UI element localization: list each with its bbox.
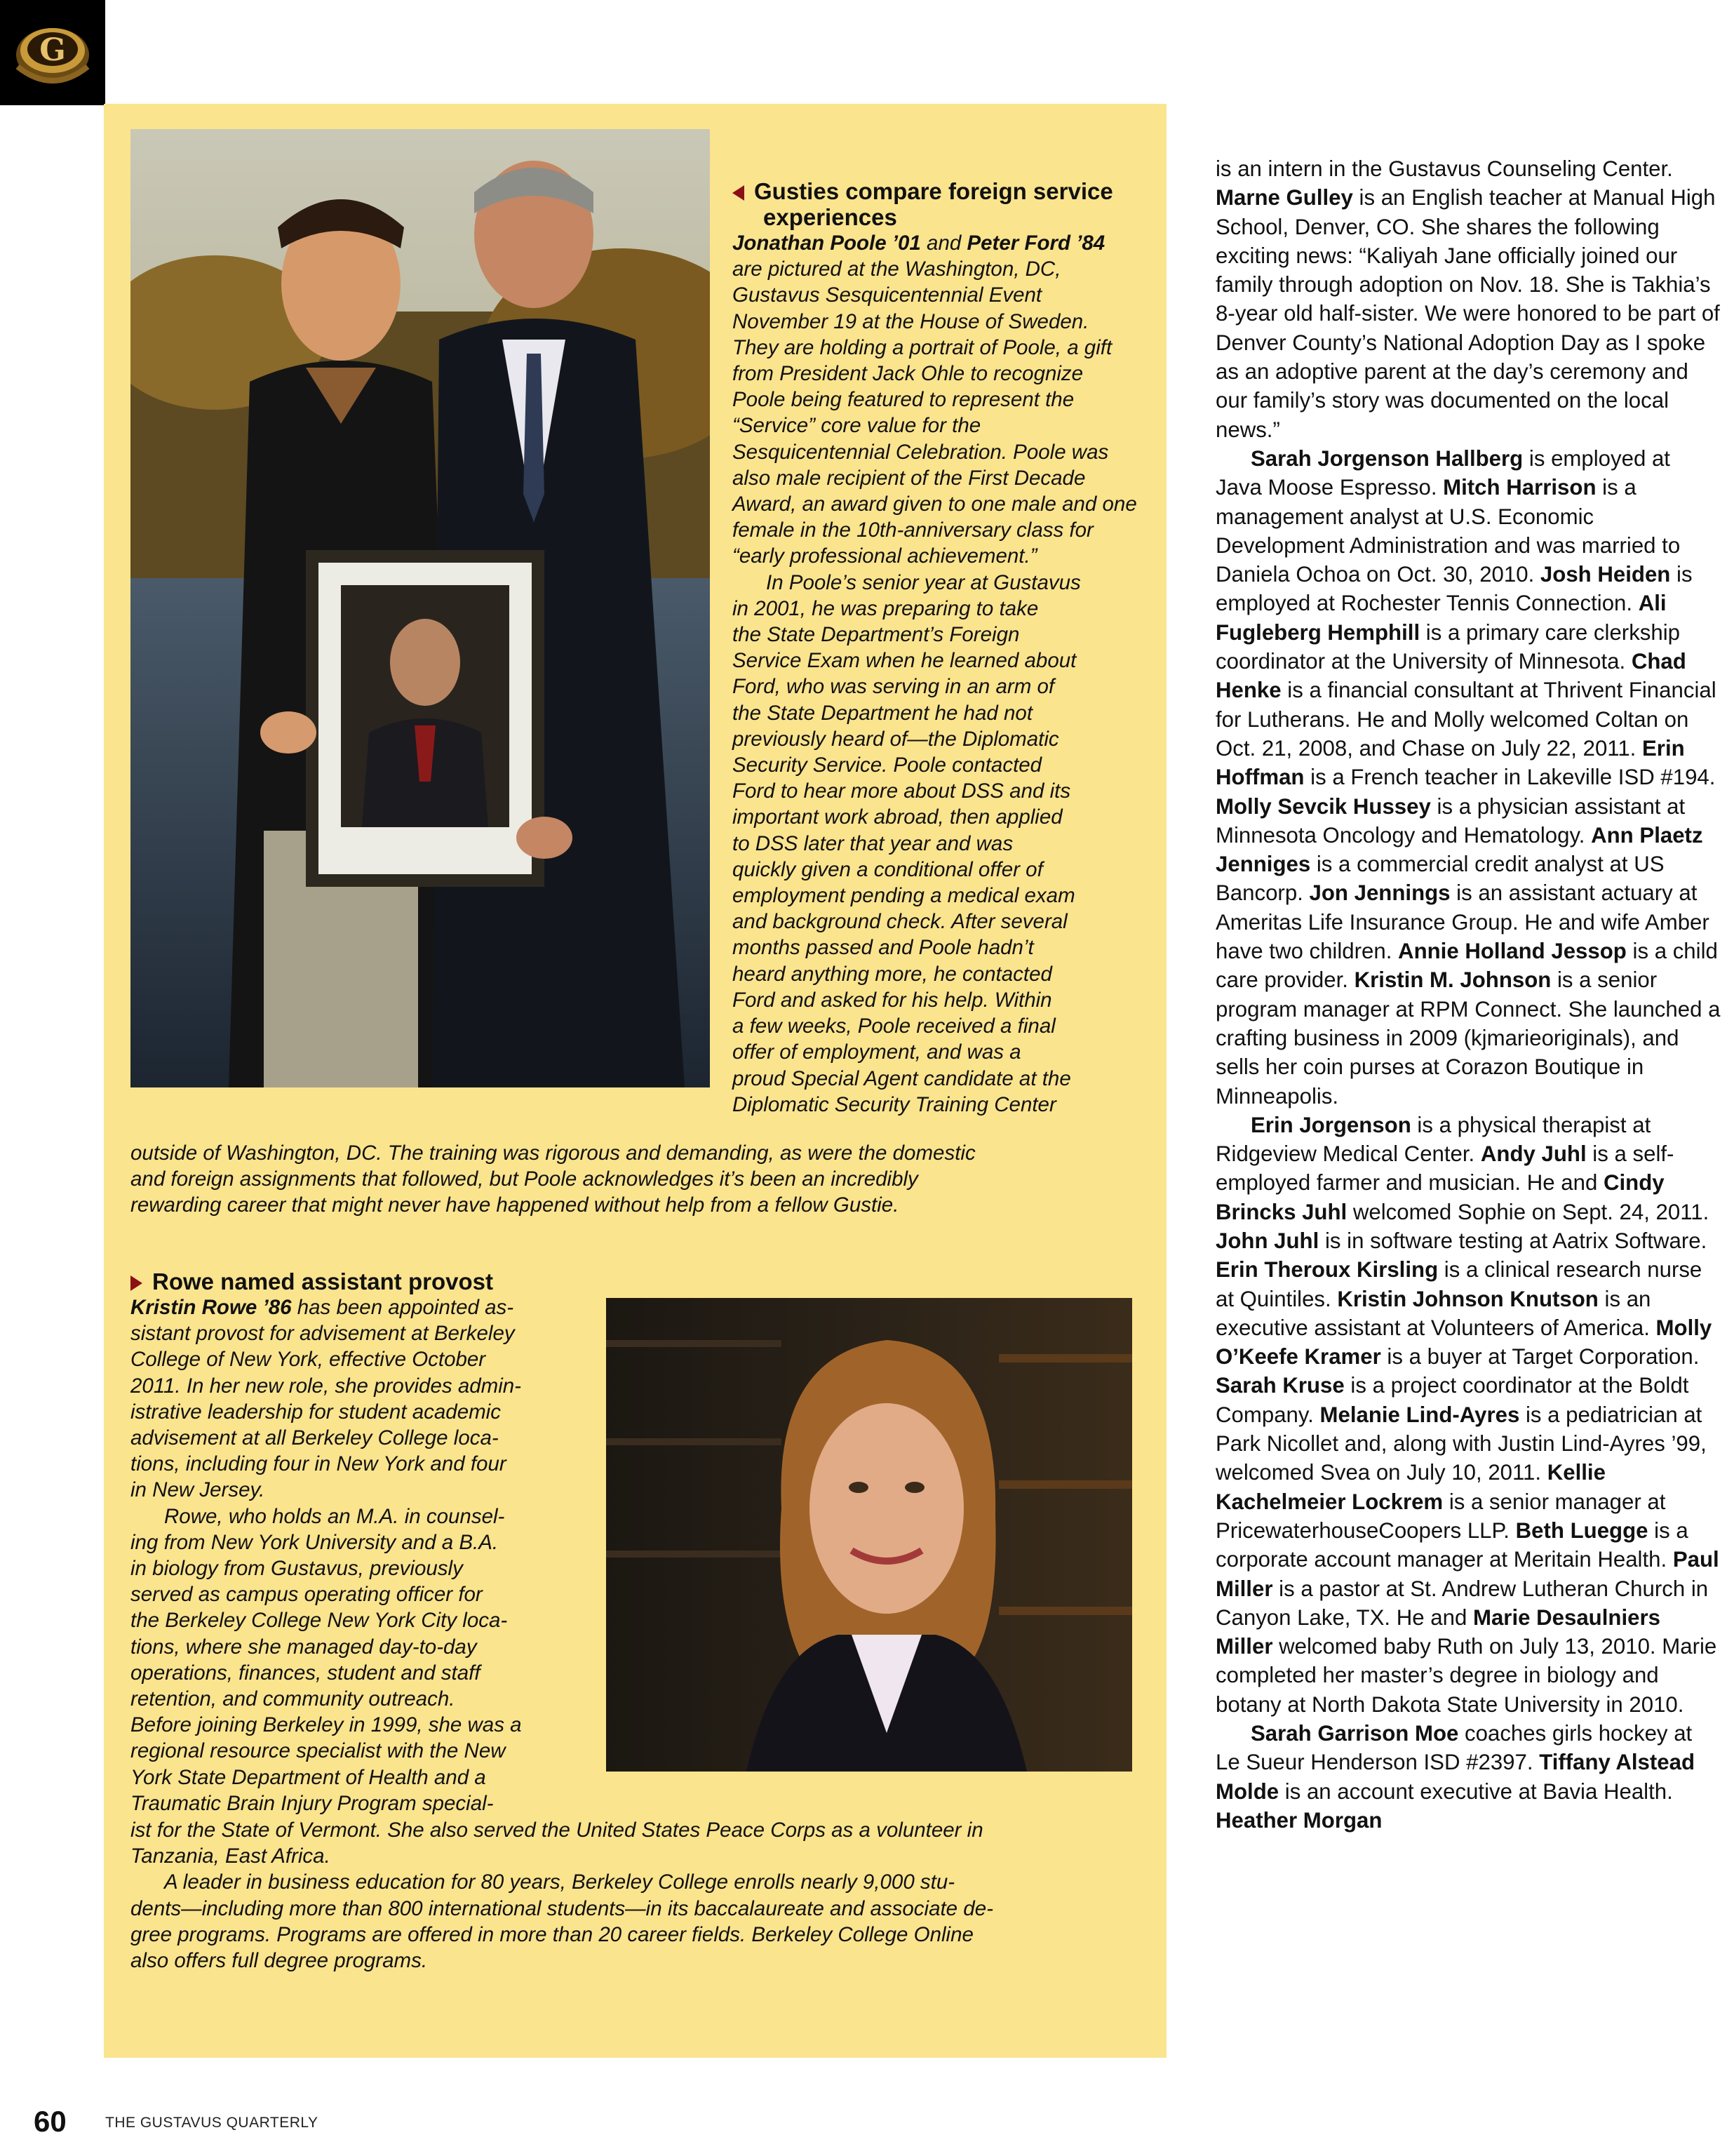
story1-para2-line: in 2001, he was preparing to take bbox=[732, 596, 1039, 620]
alumni-name: Kellie Kachelmeier Lockrem bbox=[1216, 1460, 1606, 1514]
story2-para2-line: regional resource specialist with the New bbox=[130, 1739, 506, 1763]
note-text: is a corporate account manager at Meritain Health. bbox=[1216, 1518, 1688, 1572]
triangle-left-icon bbox=[732, 185, 744, 201]
alumni-name: Annie Holland Jessop bbox=[1398, 939, 1627, 964]
story1-headline bbox=[732, 178, 1139, 230]
story1-wide-line: rewarding career that might never have happened without help from a fellow Gustie. bbox=[130, 1193, 899, 1217]
story1-para2-line: Ford, who was serving in an arm of bbox=[732, 675, 1055, 699]
story2-para3-line: also offers full degree programs. bbox=[130, 1949, 428, 1973]
alumni-name: Tiffany Alstead Molde bbox=[1216, 1750, 1695, 1804]
story2-para3 bbox=[130, 1869, 1155, 1974]
story1-para2-line: Ford and asked for his help. Within bbox=[732, 988, 1052, 1012]
story1-caption bbox=[732, 178, 1139, 1118]
story2-lead-line: advisement at all Berkeley College loca- bbox=[130, 1426, 499, 1450]
story2-subject: Kristin Rowe ’86 bbox=[130, 1296, 292, 1319]
story2-para2-line: retention, and community outreach. bbox=[130, 1687, 455, 1711]
story2-wide-line: ist for the State of Vermont. She also served the United States Peace Corps as a volunteer in bbox=[130, 1819, 983, 1842]
story1-para2-line: previously heard of—the Diplomatic bbox=[732, 727, 1059, 751]
story2-para2-line: ing from New York University and a B.A. bbox=[130, 1530, 499, 1554]
note-text: is an executive assistant at Volunteers of America. bbox=[1216, 1286, 1656, 1340]
alumni-name: Erin Theroux Kirsling bbox=[1216, 1257, 1439, 1283]
note-text: welcomed baby Ruth on July 13, 2010. Marie completed her master’s degree in biology and botany at North Dakota State University in 2010. bbox=[1216, 1634, 1717, 1717]
poole-ford-photo bbox=[130, 129, 710, 1087]
alumni-name: Sarah Jorgenson Hallberg bbox=[1251, 446, 1524, 471]
alumni-name: Cindy Brincks Juhl bbox=[1216, 1170, 1665, 1224]
story2-lead-line: 2011. In her new role, she provides admin- bbox=[130, 1374, 521, 1398]
alumni-name: Jon Jennings bbox=[1309, 881, 1451, 906]
alumni-name: Molly Sevcik Hussey bbox=[1216, 794, 1431, 819]
gustavus-g-ring-icon bbox=[0, 0, 105, 105]
alumni-name: Sarah Garrison Moe bbox=[1251, 1721, 1459, 1746]
header-logo bbox=[0, 0, 105, 105]
story1-para2-line: proud Special Agent candidate at the bbox=[732, 1066, 1071, 1090]
story1-headline-text: Gusties compare foreign service experiences bbox=[754, 178, 1113, 230]
story1-subject-ford: Peter Ford ’84 bbox=[967, 232, 1105, 255]
note-text: is employed at Rochester Tennis Connection. bbox=[1216, 562, 1693, 616]
story2-lead-line: tions, including four in New York and four bbox=[130, 1452, 506, 1476]
story2-para2-line: Rowe, who holds an M.A. in counsel- bbox=[164, 1504, 505, 1528]
story2-para2-line: in biology from Gustavus, previously bbox=[130, 1557, 463, 1581]
note-text: is a management analyst at U.S. Economic Development Administration and was married to Daniela Ochoa on Oct. 30, 2010. bbox=[1216, 475, 1681, 587]
story1-para2-line: Ford to hear more about DSS and its bbox=[732, 779, 1071, 803]
alumni-name: Kristin Johnson Knutson bbox=[1337, 1286, 1599, 1311]
alumni-name: Heather Morgan bbox=[1216, 1807, 1383, 1833]
story1-lead-text: are pictured at the Washington, DC, Gustavus Sesquicentennial Event November 19 at the House of Sweden. They are holding a portrait of Poole, a gift from President Jack Ohle to recognize Poole being featured to represent the “Service” core value for the Sesquicentennial Celebration. Poole was also male recipient of the First Decade Award, an award given to one male and one female in the 10th-anniversary class for “early professional achievement.” bbox=[732, 257, 1137, 568]
story1-para2-line: the State Department’s Foreign bbox=[732, 623, 1020, 647]
story1-para2-line: Security Service. Poole contacted bbox=[732, 754, 1042, 777]
story1-para2-line: the State Department he had not bbox=[732, 701, 1033, 725]
story2-headline bbox=[130, 1268, 593, 1294]
story1-para2 bbox=[732, 570, 1139, 1118]
note-text: is a buyer at Target Corporation. bbox=[1380, 1344, 1700, 1370]
story1-para2-line: Diplomatic Security Training Center bbox=[732, 1092, 1056, 1116]
story2-lead-first-tail: has been appointed as- bbox=[291, 1296, 514, 1319]
note-text: is an account executive at Bavia Health. bbox=[1279, 1779, 1673, 1804]
story1-lead bbox=[732, 230, 1139, 570]
story2-wide bbox=[130, 1817, 1155, 1974]
alumni-name: Molly O’Keefe Kramer bbox=[1216, 1315, 1712, 1370]
story2-para2 bbox=[130, 1504, 593, 1816]
alumni-name: John Juhl bbox=[1216, 1228, 1319, 1253]
story1-para2-line: important work abroad, then applied bbox=[732, 805, 1063, 829]
story2-para2-line: the Berkeley College New York City loca- bbox=[130, 1609, 508, 1633]
story1-para2-line: offer of employment, and was a bbox=[732, 1040, 1021, 1064]
note-text: is a self-employed farmer and musician. He and bbox=[1216, 1141, 1674, 1196]
story1-para2-line: employment pending a medical exam bbox=[732, 884, 1075, 908]
note-text: is employed at Java Moose Espresso. bbox=[1216, 446, 1670, 500]
page-number: 60 bbox=[34, 2105, 67, 2138]
story2-para2-line: Before joining Berkeley in 1999, she was a bbox=[130, 1713, 522, 1737]
story2-para2-line: operations, finances, student and staff bbox=[130, 1661, 480, 1685]
story2-lead bbox=[130, 1320, 593, 1503]
alumni-name: Marie Desaulniers Miller bbox=[1216, 1605, 1660, 1659]
note-text: is a senior manager at PricewaterhouseCoopers LLP. bbox=[1216, 1489, 1666, 1543]
story1-para2-line: a few weeks, Poole received a final bbox=[732, 1015, 1056, 1038]
alumni-name: Ali Fugleberg Hemphill bbox=[1216, 591, 1667, 645]
note-text: is a senior program manager at RPM Connect. She launched a crafting business in 2009 (kjmarieoriginals), and sells her coin purses at Corazon Boutique in Minneapolis. bbox=[1216, 967, 1721, 1109]
class-note-paragraph bbox=[1216, 444, 1721, 1111]
note-text: is a child care provider. bbox=[1216, 939, 1718, 993]
alumni-name: Melanie Lind-Ayres bbox=[1319, 1402, 1520, 1427]
story2-headline-text: Rowe named assistant provost bbox=[152, 1268, 493, 1294]
story1-para2-line: to DSS later that year and was bbox=[732, 831, 1014, 855]
alumni-name: Andy Juhl bbox=[1480, 1141, 1587, 1167]
note-text: is a project coordinator at the Boldt Company. bbox=[1216, 1373, 1689, 1427]
story2-para2-line: tions, where she managed day-to-day bbox=[130, 1635, 477, 1659]
class-note-paragraph bbox=[1216, 1111, 1721, 1719]
note-text: is a commercial credit analyst at US Bancorp. bbox=[1216, 852, 1665, 906]
note-text: is an assistant actuary at Ameritas Life Insurance Group. He and wife Amber have two children. bbox=[1216, 881, 1709, 964]
story1-wide bbox=[130, 1140, 1155, 1219]
story2-lead-line: College of New York, effective October bbox=[130, 1348, 486, 1372]
rowe-photo bbox=[606, 1298, 1132, 1772]
story2-para3-line: A leader in business education for 80 years, Berkeley College enrolls nearly 9,000 stu- bbox=[164, 1870, 955, 1894]
story2-para3-line: dents—including more than 800 international students—in its baccalaureate and associate de- bbox=[130, 1896, 993, 1920]
publication-name: THE GUSTAVUS QUARTERLY bbox=[105, 2115, 318, 2131]
alumni-name: Kristin M. Johnson bbox=[1354, 967, 1552, 993]
note-text: is an English teacher at Manual High School, Denver, CO. She shares the following exciting news: “Kaliyah Jane officially joined our family through adoption on Nov. 18. She is Takhia’s 8-year old half-sister. We were honored to be part of Denver County’s National Adoption Day as I spoke as an adoptive parent at the day’s ceremony and our family’s story was documented on the local news.” bbox=[1216, 185, 1720, 442]
alumni-name: Erin Jorgenson bbox=[1251, 1112, 1411, 1137]
story1-para2-line: In Poole’s senior year at Gustavus bbox=[766, 570, 1081, 594]
story2-lead-line: in New Jersey. bbox=[130, 1478, 265, 1502]
note-text: is a primary care clerkship coordinator at the University of Minnesota. bbox=[1216, 620, 1680, 674]
story1-wide-line: outside of Washington, DC. The training was rigorous and demanding, as were the domestic bbox=[130, 1141, 976, 1165]
note-text: is a pediatrician at Park Nicollet and, along with Justin Lind-Ayres ’99, welcomed Svea on July 10, 2011. bbox=[1216, 1402, 1707, 1485]
alumni-name: Ann Plaetz Jenniges bbox=[1216, 822, 1703, 877]
alumni-name: Chad Henke bbox=[1216, 649, 1686, 703]
alumni-name: Sarah Kruse bbox=[1216, 1373, 1345, 1398]
note-text: is a physical therapist at Ridgeview Medical Center. bbox=[1216, 1112, 1651, 1167]
note-text: is a clinical research nurse at Quintiles. bbox=[1216, 1257, 1702, 1311]
note-text: is a physician assistant at Minnesota Oncology and Hematology. bbox=[1216, 794, 1686, 848]
class-note-paragraph bbox=[1216, 1719, 1721, 1835]
story1-para2-line: quickly given a conditional offer of bbox=[732, 857, 1043, 881]
story2-para3-line: gree programs. Programs are offered in more than 20 career fields. Berkeley College Online bbox=[130, 1922, 974, 1946]
alumni-name: Paul Miller bbox=[1216, 1547, 1719, 1601]
class-notes-column bbox=[1216, 154, 1721, 1835]
note-text: is an intern in the Gustavus Counseling Center. bbox=[1216, 156, 1673, 181]
alumni-name: Josh Heiden bbox=[1540, 562, 1671, 587]
triangle-right-icon bbox=[130, 1275, 142, 1291]
note-text: is a financial consultant at Thrivent Financial for Lutherans. He and Molly welcomed Coltan on Oct. 21, 2008, and Chase on July 22, 2011. bbox=[1216, 678, 1716, 761]
story1-para2-line: months passed and Poole hadn’t bbox=[732, 936, 1034, 960]
story2-para2-line: served as campus operating officer for bbox=[130, 1583, 483, 1607]
note-text: is a pastor at St. Andrew Lutheran Church in Canyon Lake, TX. He and bbox=[1216, 1576, 1709, 1630]
svg-text:G: G bbox=[39, 32, 66, 68]
note-text: coaches girls hockey at Le Sueur Henderson ISD #2397. bbox=[1216, 1721, 1693, 1775]
alumni-name: Erin Hoffman bbox=[1216, 735, 1685, 790]
story2-wide-line: Tanzania, East Africa. bbox=[130, 1844, 330, 1868]
story1-subject-sep: and bbox=[920, 232, 967, 255]
note-text: is a French teacher in Lakeville ISD #194. bbox=[1304, 765, 1716, 790]
alumni-name: Mitch Harrison bbox=[1443, 475, 1597, 500]
story2-caption bbox=[130, 1268, 593, 1816]
note-text: welcomed Sophie on Sept. 24, 2011. bbox=[1347, 1199, 1709, 1224]
class-note-paragraph bbox=[1216, 154, 1721, 444]
story2-lead-first bbox=[130, 1294, 593, 1320]
story1-para2-line: Service Exam when he learned about bbox=[732, 649, 1077, 673]
story2-para2-line: Traumatic Brain Injury Program special- bbox=[130, 1791, 494, 1815]
story1-subject-poole: Jonathan Poole ’01 bbox=[732, 232, 921, 255]
story1-para2-line: and background check. After several bbox=[732, 910, 1068, 934]
alumni-name: Beth Luegge bbox=[1515, 1518, 1648, 1543]
story2-lead-line: istrative leadership for student academic bbox=[130, 1400, 501, 1424]
story2-lead-line: sistant provost for advisement at Berkeley bbox=[130, 1322, 515, 1346]
note-text: is in software testing at Aatrix Software. bbox=[1319, 1228, 1707, 1253]
story1-wide-line: and foreign assignments that followed, but Poole acknowledges it’s been an incredibly bbox=[130, 1167, 918, 1191]
story2-para2-line: York State Department of Health and a bbox=[130, 1765, 486, 1789]
story1-para2-line: heard anything more, he contacted bbox=[732, 962, 1052, 986]
alumni-name: Marne Gulley bbox=[1216, 185, 1353, 210]
